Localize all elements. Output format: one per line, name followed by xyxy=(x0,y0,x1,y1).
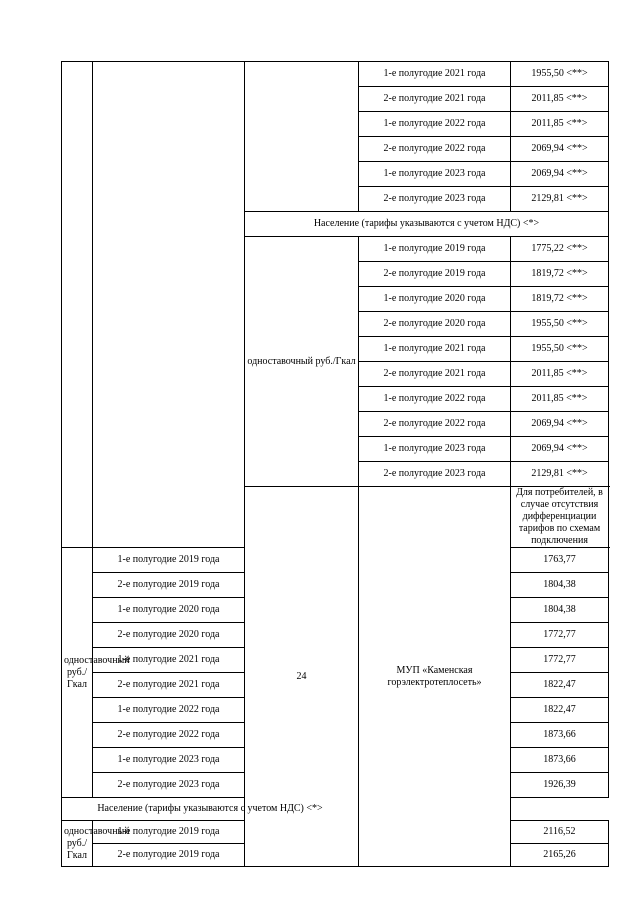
period-cell: 2-е полугодие 2022 года xyxy=(359,412,511,437)
period-cell: 1-е полугодие 2023 года xyxy=(93,748,245,773)
population-header: Население (тарифы указываются с учетом НДС) <*> xyxy=(62,798,359,821)
tariff-type-cell xyxy=(245,62,359,212)
value-cell: 1822,47 xyxy=(511,673,609,698)
value-cell: 2069,94 <**> xyxy=(511,412,609,437)
consumers-header: Для потребителей, в случае отсутствия дифференциации тарифов по схемам подключения xyxy=(511,487,609,548)
value-cell: 1772,77 xyxy=(511,623,609,648)
period-cell: 2-е полугодие 2023 года xyxy=(93,773,245,798)
tariff-type-cell: одноставочный руб./Гкал xyxy=(62,548,93,798)
value-cell: 1873,66 xyxy=(511,748,609,773)
period-cell: 1-е полугодие 2020 года xyxy=(359,287,511,312)
period-cell: 1-е полугодие 2021 года xyxy=(359,337,511,362)
row-number-cell: 24 xyxy=(245,487,359,867)
period-cell: 2-е полугодие 2021 года xyxy=(93,673,245,698)
value-cell: 2011,85 <**> xyxy=(511,362,609,387)
value-cell: 1926,39 xyxy=(511,773,609,798)
row-number-cell xyxy=(62,62,93,548)
value-cell: 1955,50 <**> xyxy=(511,62,609,87)
period-cell: 2-е полугодие 2019 года xyxy=(93,573,245,598)
value-cell: 2069,94 <**> xyxy=(511,137,609,162)
tariff-type-cell: одноставочный руб./Гкал xyxy=(245,237,359,487)
value-cell: 1804,38 xyxy=(511,573,609,598)
table-row xyxy=(62,798,609,821)
table-row xyxy=(62,62,609,87)
period-cell: 1-е полугодие 2022 года xyxy=(359,387,511,412)
period-cell: 2-е полугодие 2023 года xyxy=(359,187,511,212)
value-cell: 1819,72 <**> xyxy=(511,287,609,312)
population-header: Население (тарифы указываются с учетом НДС) <*> xyxy=(245,212,609,237)
value-cell: 1772,77 xyxy=(511,648,609,673)
period-cell: 2-е полугодие 2020 года xyxy=(359,312,511,337)
value-cell: 2011,85 <**> xyxy=(511,87,609,112)
period-cell: 1-е полугодие 2023 года xyxy=(359,437,511,462)
value-cell: 1822,47 xyxy=(511,698,609,723)
period-cell: 2-е полугодие 2019 года xyxy=(359,262,511,287)
period-cell: 2-е полугодие 2021 года xyxy=(359,362,511,387)
period-cell: 1-е полугодие 2022 года xyxy=(359,112,511,137)
tariff-type-cell: одноставочный руб./Гкал xyxy=(62,821,93,867)
value-cell: 2129,81 <**> xyxy=(511,187,609,212)
value-cell: 1804,38 xyxy=(511,598,609,623)
value-cell: 1955,50 <**> xyxy=(511,337,609,362)
value-cell: 1955,50 <**> xyxy=(511,312,609,337)
value-cell: 2165,26 xyxy=(511,844,609,867)
value-cell: 2069,94 <**> xyxy=(511,437,609,462)
period-cell: 2-е полугодие 2021 года xyxy=(359,87,511,112)
value-cell: 1819,72 <**> xyxy=(511,262,609,287)
value-cell: 1763,77 xyxy=(511,548,609,573)
value-cell: 1873,66 xyxy=(511,723,609,748)
value-cell: 1775,22 <**> xyxy=(511,237,609,262)
period-cell: 2-е полугодие 2019 года xyxy=(93,844,245,867)
value-cell: 2116,52 xyxy=(511,821,609,844)
value-cell: 2069,94 <**> xyxy=(511,162,609,187)
period-cell: 1-е полугодие 2023 года xyxy=(359,162,511,187)
period-cell: 2-е полугодие 2020 года xyxy=(93,623,245,648)
period-cell: 2-е полугодие 2022 года xyxy=(359,137,511,162)
organization-cell xyxy=(93,62,245,548)
value-cell: 2011,85 <**> xyxy=(511,112,609,137)
tariff-table xyxy=(61,61,609,867)
period-cell: 1-е полугодие 2020 года xyxy=(93,598,245,623)
value-cell: 2011,85 <**> xyxy=(511,387,609,412)
period-cell: 2-е полугодие 2023 года xyxy=(359,462,511,487)
value-cell: 2129,81 <**> xyxy=(511,462,609,487)
period-cell: 1-е полугодие 2019 года xyxy=(359,237,511,262)
period-cell: 1-е полугодие 2019 года xyxy=(93,821,245,844)
period-cell: 2-е полугодие 2022 года xyxy=(93,723,245,748)
period-cell: 1-е полугодие 2019 года xyxy=(93,548,245,573)
period-cell: 1-е полугодие 2022 года xyxy=(93,698,245,723)
period-cell: 1-е полугодие 2021 года xyxy=(359,62,511,87)
organization-cell: МУП «Каменская горэлектротеплосеть» xyxy=(359,487,511,867)
period-cell: 1-е полугодие 2021 года xyxy=(93,648,245,673)
